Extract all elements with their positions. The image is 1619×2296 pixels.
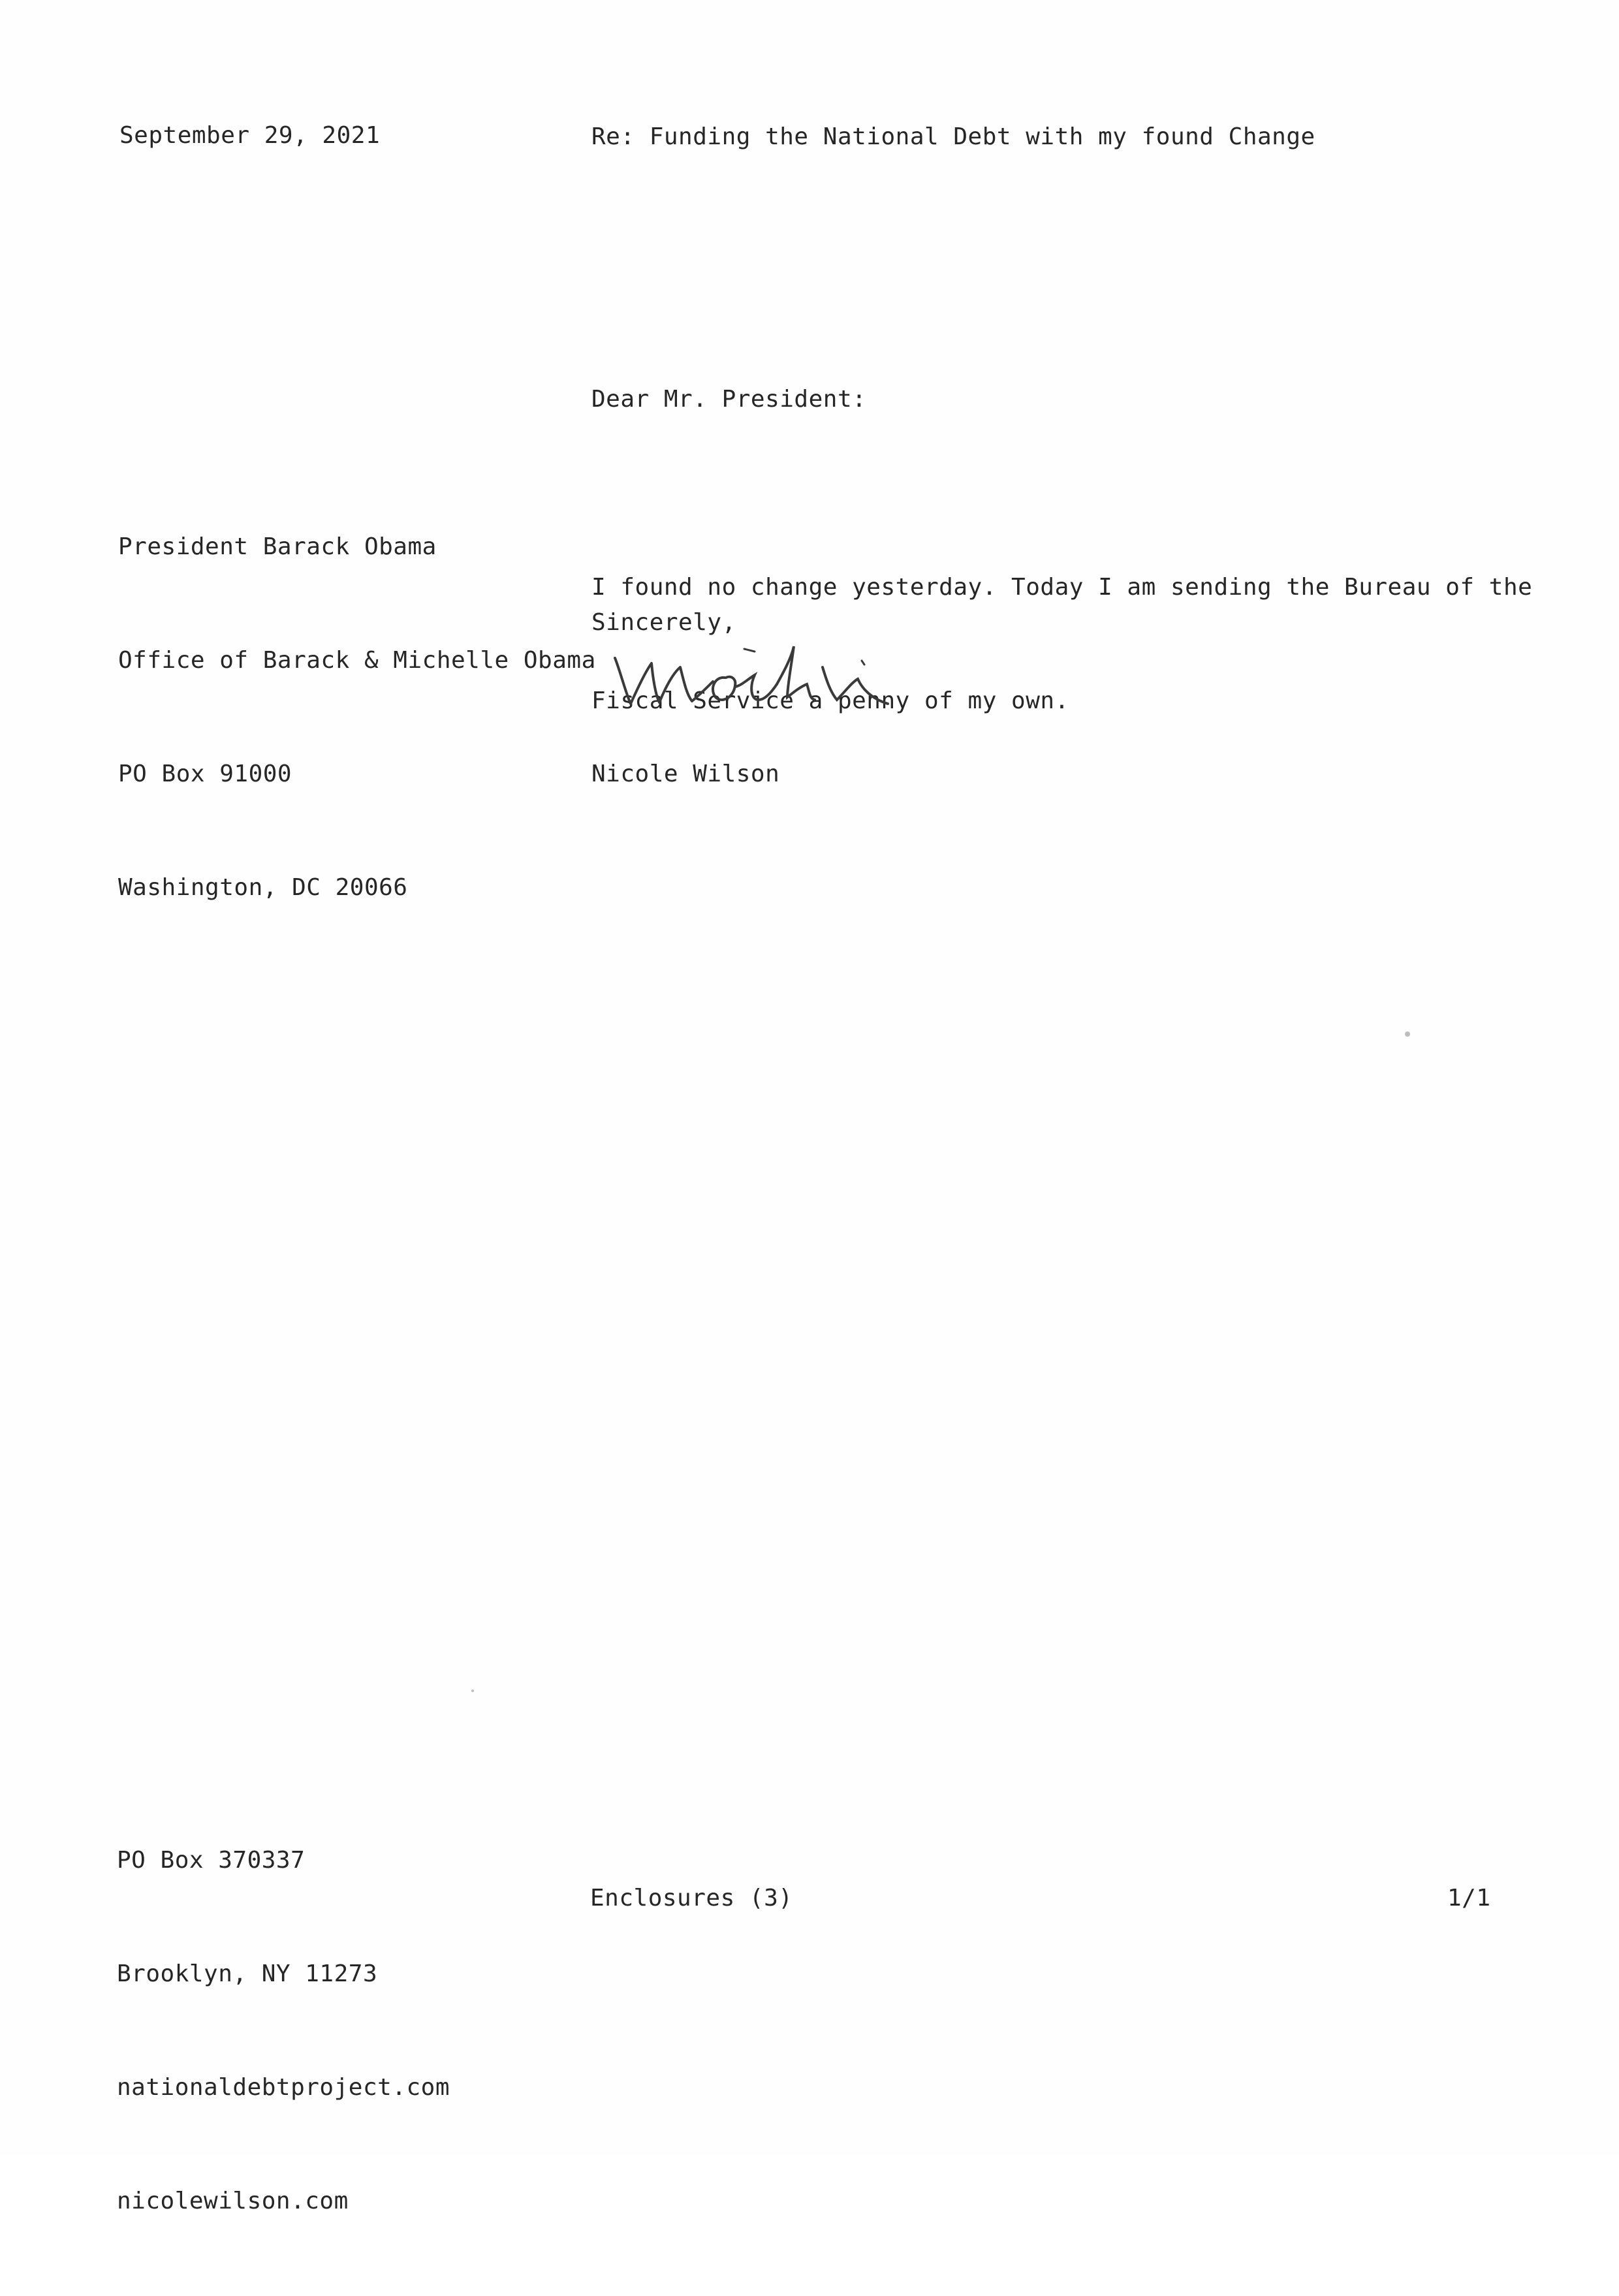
- recipient-city: Washington, DC 20066: [118, 874, 408, 901]
- sender-po-box: PO Box 370337: [117, 1847, 306, 1874]
- scan-speck: [471, 1690, 474, 1692]
- enclosures-note: Enclosures (3): [590, 1885, 793, 1911]
- subject-line: Re: Funding the National Debt with my found Change: [591, 123, 1315, 150]
- salutation: Dear Mr. President:: [591, 386, 867, 413]
- body-line: Fiscal Service a penny of my own.: [591, 687, 1069, 714]
- closing: Sincerely,: [591, 609, 736, 636]
- recipient-address: [118, 452, 596, 983]
- scan-speck: [1405, 1031, 1410, 1037]
- sender-name: Nicole Wilson: [591, 761, 780, 787]
- handwritten-signature: [588, 627, 953, 725]
- website-link: nicolewilson.com: [117, 2188, 349, 2214]
- sender-city: Brooklyn, NY 11273: [117, 1960, 378, 1987]
- letter-date: September 29, 2021: [119, 122, 381, 149]
- page-number: 1/1: [1447, 1885, 1491, 1911]
- website-link: nationaldebtproject.com: [117, 2074, 450, 2101]
- sender-address: [117, 1766, 450, 2296]
- body-line: I found no change yesterday. Today I am sending the Bureau of the: [591, 574, 1533, 601]
- recipient-office: Office of Barack & Michelle Obama: [118, 647, 596, 674]
- recipient-po-box: PO Box 91000: [118, 761, 292, 787]
- recipient-name: President Barack Obama: [118, 533, 437, 560]
